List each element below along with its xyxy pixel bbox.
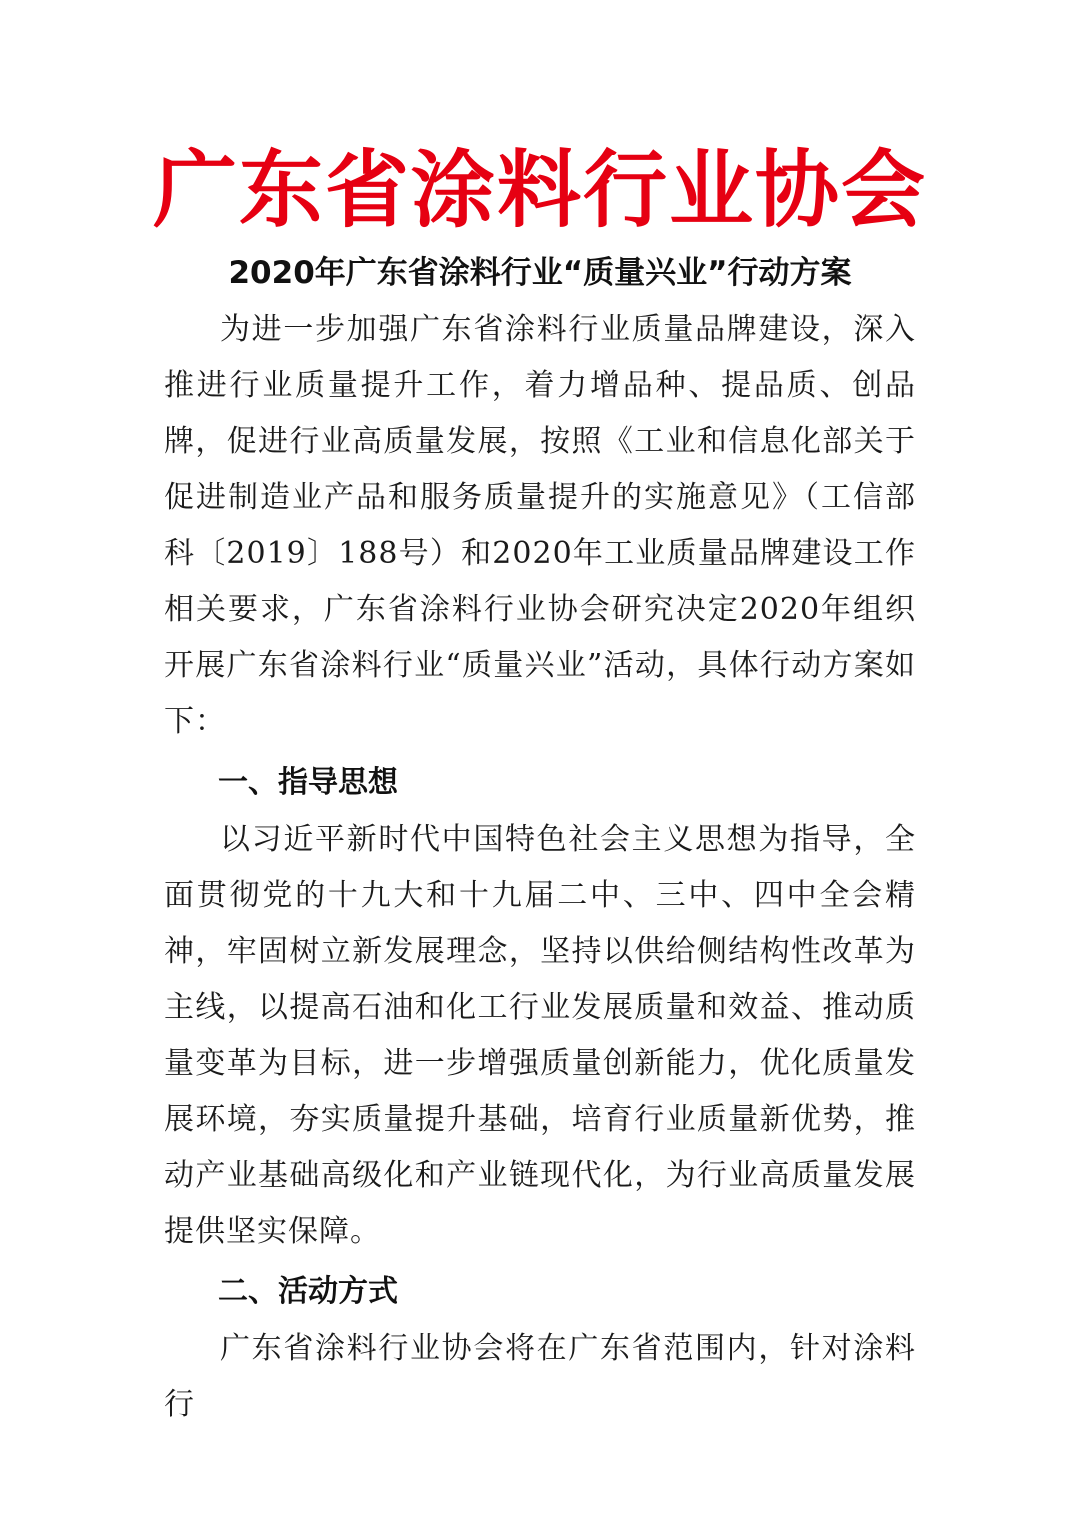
section-paragraph-activity-method: 广东省涂料行业协会将在广东省范围内，针对涂料行 (164, 1331, 916, 1422)
section-heading-guiding-ideology: 一、指导思想 (218, 765, 398, 800)
document-title: 2020年广东省涂料行业“质量兴业”行动方案 (228, 255, 852, 291)
section-paragraph-guiding-ideology: 以习近平新时代中国特色社会主义思想为指导，全面贯彻党的十九大和十九届二中、三中、四中全会精神，牢固树立新发展理念，坚持以供给侧结构性改革为主线，以提高石油和化工行业发展质量和效益、推动质量变革为目标，进一步增强质量创新能力，优化质量发展环境，夯实质量提升基础，培育行业质量新优势，推动产业基础高级化和产业链现代化，为行业高质量发展提供坚实保障。 (164, 822, 916, 1249)
intro-paragraph: 为进一步加强广东省涂料行业质量品牌建设，深入推进行业质量提升工作，着力增品种、提品质、创品牌，促进行业高质量发展，按照《工业和信息化部关于促进制造业产品和服务质量提升的实施意见》（工信部科〔2019〕188号）和2020年工业质量品牌建设工作相关要求，广东省涂料行业协会研究决定2020年组织开展广东省涂料行业“质量兴业”活动，具体行动方案如下： (164, 312, 916, 739)
organization-header: 广东省涂料行业协会 (152, 140, 927, 239)
section-heading-activity-method: 二、活动方式 (218, 1274, 398, 1309)
